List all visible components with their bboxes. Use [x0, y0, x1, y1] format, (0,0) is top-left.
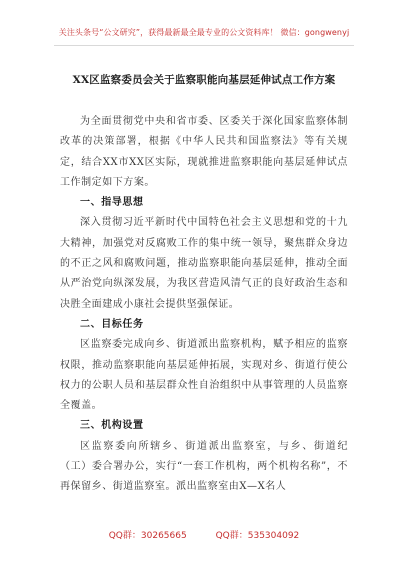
- header-banner: 关注头条号“公文研究”，获得最新最全最专业的公文资料库！ 微信：gongwenyj: [58, 28, 350, 37]
- document-title: XX区监察委员会关于监察职能向基层延伸试点工作方案: [72, 74, 336, 86]
- section-heading-guiding-ideology: 一、指导思想: [80, 197, 144, 209]
- footer-qq-group-2: QQ群：535304092: [215, 531, 300, 541]
- document-body: [60, 112, 348, 498]
- section-text-organization: 区监察委向所辖乡、街道派出监察室，与乡、街道纪（工）委合署办公，实行“一套工作机构，两个机构名称”，不再保留乡、街道监察室。派出监察室由X—X名人: [60, 440, 348, 493]
- section-heading-goals-tasks: 二、目标任务: [80, 318, 144, 330]
- section-heading-organization: 三、机构设置: [80, 420, 144, 432]
- footer-qq-group-1: QQ群：30265665: [108, 531, 187, 541]
- header-divider: [54, 45, 354, 46]
- intro-paragraph: 为全面贯彻党中央和省市委、区委关于深化国家监察体制改革的决策部署，根据《中华人民共和国监察法》等有关规定，结合XX市XX区实际，现就推进监察职能向基层延伸试点工作制定如下方案。: [60, 116, 348, 188]
- section-text-guiding-ideology: 深入贯彻习近平新时代中国特色社会主义思想和党的十九大精神，加强党对反腐败工作的集中统一领导，聚焦群众身边的不正之风和腐败问题，推动监察职能向基层延伸，推动全面从严治党向纵深发展，为我区营造风清气正的良好政治生态和决胜全面建成小康社会提供坚强保证。: [60, 217, 348, 310]
- section-text-goals-tasks: 区监察委完成向乡、街道派出监察机构，赋予相应的监察权限，推动监察职能向基层延伸拓展，实现对乡、街道行使公权力的公职人员和基层群众性自治组织中从事管理的人员监察全覆盖。: [60, 339, 348, 412]
- footer-contact: [0, 528, 408, 541]
